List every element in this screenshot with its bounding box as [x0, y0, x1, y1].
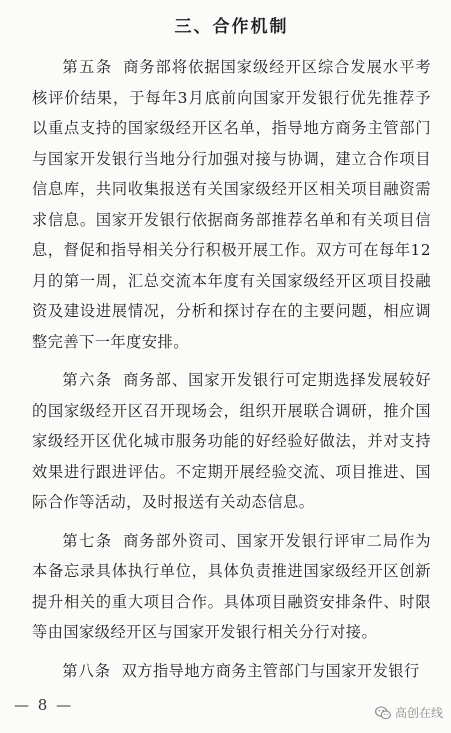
article-text: 双方指导地方商务主管部门与国家开发银行 — [121, 661, 420, 680]
article-7 — [32, 526, 431, 648]
article-label: 第八条 — [62, 661, 111, 680]
watermark — [375, 704, 443, 721]
article-label: 第七条 — [62, 531, 113, 550]
article-6 — [32, 365, 431, 518]
article-text: 商务部将依据国家级经开区综合发展水平考核评价结果，于每年3月底前向国家开发银行优先推荐予以重点支持的国家级经开区名单，指导地方商务主管部门与国家开发银行当地分行加强对接与协调，建立合作项目信息库，共同收集报送有关国家级经开区相关项目融资需求信息。国家开发银行依据商务部推荐名单和有关项目信息，督促和指导相关分行积极开展工作。双方可在每年12月的第一周，汇总交流本年度有关国家级经开区项目投融资及建设进展情况，分析和探讨存在的主要问题，相应调整完善下一年度安排。 — [32, 58, 432, 351]
article-8 — [32, 656, 431, 687]
article-5 — [32, 52, 431, 357]
section-title: 三、合作机制 — [174, 17, 289, 37]
wechat-icon — [375, 706, 391, 720]
watermark-text: 高创在线 — [394, 706, 443, 720]
article-label: 第五条 — [62, 58, 113, 76]
article-label: 第六条 — [62, 371, 113, 389]
article-text: 商务部、国家开发银行可定期选择发展较好的国家级经开区召开现场会，组织开展联合调研，推介国家级经开区优化城市服务功能的好经验好做法，并对支持效果进行跟进评估。不定期开展经验交流、项目推进、国际合作等活动，及时报送有关动态信息。 — [32, 371, 432, 511]
page-number: — 8 — — [14, 696, 74, 714]
article-text: 商务部外资司、国家开发银行评审二局作为本备忘录具体执行单位，具体负责推进国家级经开区创新提升相关的重大项目合作。具体项目融资安排条件、时限等由国家级经开区与国家开发银行相关分行对接。 — [32, 531, 432, 641]
